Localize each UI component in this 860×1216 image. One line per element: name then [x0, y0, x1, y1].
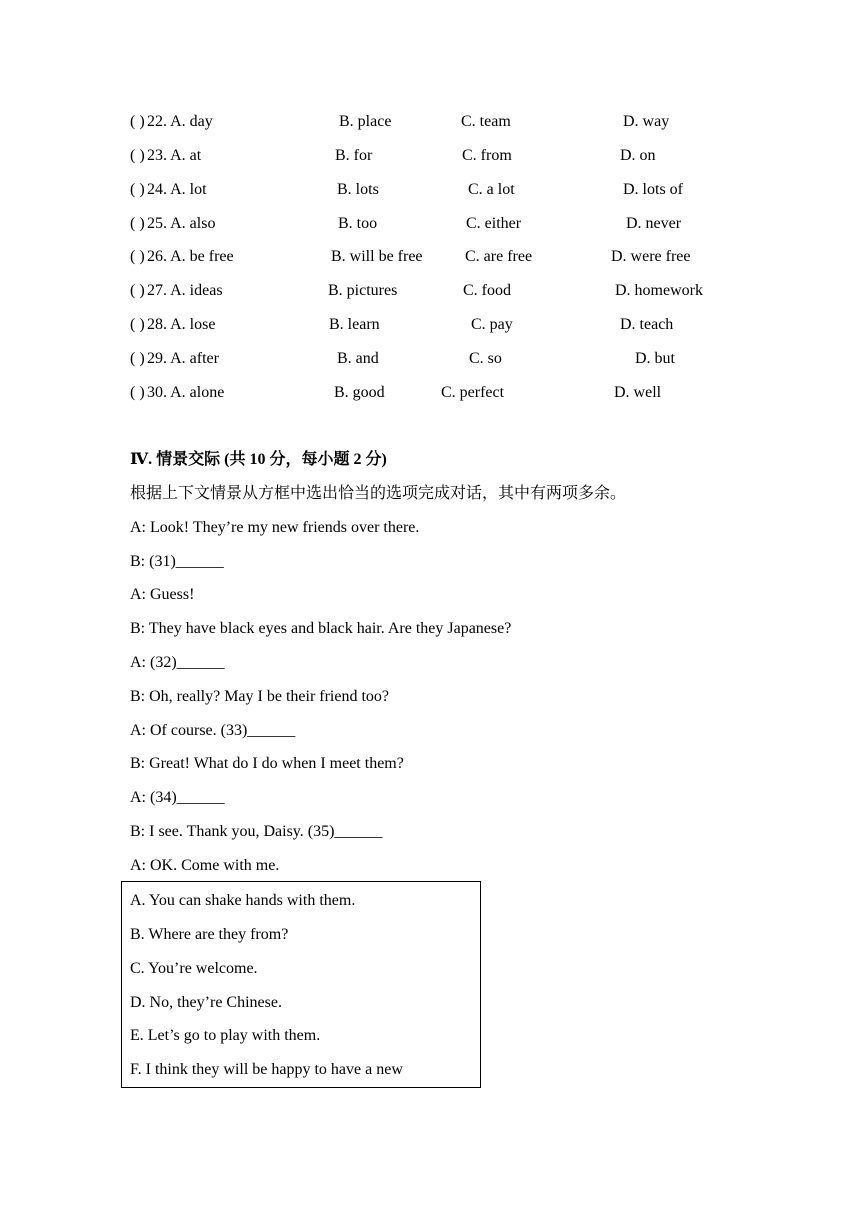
- option-item: B. Where are they from?: [130, 926, 289, 943]
- dialogue-line: A: Guess!: [130, 586, 195, 603]
- answer-blank[interactable]: ( ): [130, 350, 145, 367]
- dialogue-line: A: Look! They’re my new friends over there.: [130, 519, 420, 536]
- option-d: D. well: [614, 384, 662, 401]
- answer-blank[interactable]: ( ): [130, 215, 145, 232]
- option-d: D. never: [626, 215, 682, 232]
- option-item: E. Let’s go to play with them.: [130, 1027, 321, 1044]
- dialogue-line: A: (34)______: [130, 789, 225, 806]
- option-d: D. way: [623, 113, 670, 130]
- option-d: D. teach: [620, 316, 674, 333]
- option-c: C. from: [462, 147, 512, 164]
- option-b: B. good: [334, 384, 385, 401]
- dialogue-line: B: I see. Thank you, Daisy. (35)______: [130, 823, 383, 840]
- dialogue-line: A: OK. Come with me.: [130, 857, 280, 874]
- answer-blank[interactable]: ( ): [130, 282, 145, 299]
- option-a: 27. A. ideas: [147, 282, 223, 299]
- option-a: 23. A. at: [147, 147, 202, 164]
- option-b: B. pictures: [328, 282, 398, 299]
- option-b: B. too: [338, 215, 378, 232]
- option-c: C. team: [461, 113, 511, 130]
- option-c: C. pay: [471, 316, 513, 333]
- option-a: 28. A. lose: [147, 316, 216, 333]
- option-a: 26. A. be free: [147, 248, 234, 265]
- section-instruction: 根据上下文情景从方框中选出恰当的选项完成对话，其中有两项多余。: [130, 485, 627, 502]
- dialogue-line: B: Oh, really? May I be their friend too?: [130, 688, 390, 705]
- option-c: C. either: [466, 215, 522, 232]
- option-c: C. perfect: [441, 384, 505, 401]
- option-a: 25. A. also: [147, 215, 216, 232]
- option-b: B. learn: [329, 316, 380, 333]
- option-item: F. I think they will be happy to have a new: [130, 1061, 403, 1078]
- dialogue-line: B: (31)______: [130, 553, 224, 570]
- answer-blank[interactable]: ( ): [130, 147, 145, 164]
- dialogue-line: A: (32)______: [130, 654, 225, 671]
- section-heading: Ⅳ. 情景交际 (共 10 分，每小题 2 分): [130, 451, 387, 468]
- option-d: D. on: [620, 147, 656, 164]
- option-b: B. for: [335, 147, 373, 164]
- answer-blank[interactable]: ( ): [130, 181, 145, 198]
- option-c: C. are free: [465, 248, 533, 265]
- option-b: B. will be free: [331, 248, 423, 265]
- option-d: D. were free: [611, 248, 691, 265]
- option-a: 24. A. lot: [147, 181, 207, 198]
- answer-blank[interactable]: ( ): [130, 248, 145, 265]
- option-b: B. lots: [337, 181, 379, 198]
- answer-blank[interactable]: ( ): [130, 384, 145, 401]
- option-item: A. You can shake hands with them.: [130, 892, 356, 909]
- option-item: C. You’re welcome.: [130, 960, 258, 977]
- option-a: 22. A. day: [147, 113, 213, 130]
- answer-blank[interactable]: ( ): [130, 316, 145, 333]
- option-a: 29. A. after: [147, 350, 219, 367]
- option-b: B. place: [339, 113, 392, 130]
- option-d: D. but: [635, 350, 675, 367]
- option-d: D. homework: [615, 282, 703, 299]
- option-c: C. a lot: [468, 181, 515, 198]
- answer-blank[interactable]: ( ): [130, 113, 145, 130]
- option-c: C. so: [469, 350, 502, 367]
- dialogue-line: B: They have black eyes and black hair. Are they Japanese?: [130, 620, 512, 637]
- option-d: D. lots of: [623, 181, 683, 198]
- options-box: [121, 881, 481, 1088]
- option-a: 30. A. alone: [147, 384, 225, 401]
- option-item: D. No, they’re Chinese.: [130, 994, 282, 1011]
- dialogue-line: A: Of course. (33)______: [130, 722, 296, 739]
- dialogue-line: B: Great! What do I do when I meet them?: [130, 755, 404, 772]
- option-b: B. and: [337, 350, 379, 367]
- option-c: C. food: [463, 282, 511, 299]
